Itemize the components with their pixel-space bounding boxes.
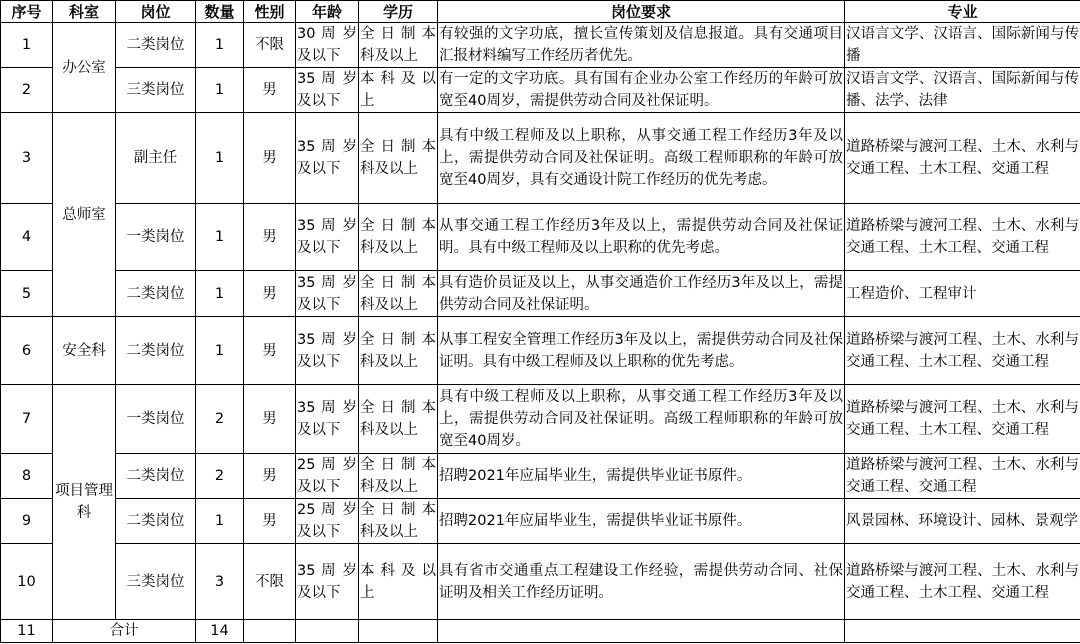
cell-sex: 男: [244, 317, 296, 385]
cell-requirements: 具有中级工程师及以上职称，从事交通工程工作经历3年及以上，需提供劳动合同及社保证明。高级工程师职称的年龄可放宽至40周岁，具有交通设计院工作经历的优先考虑。: [438, 113, 845, 204]
cell-empty: [438, 620, 845, 643]
cell-sex: 男: [244, 271, 296, 317]
header-row: [1, 1, 1080, 23]
cell-major: 道路桥梁与渡河工程、土木、水利与交通工程、土木工程、交通工程: [845, 317, 1080, 385]
cell-no: 4: [1, 204, 53, 271]
header-position: 岗位: [116, 1, 196, 23]
cell-no: 10: [1, 544, 53, 620]
cell-position: 一类岗位: [116, 204, 196, 271]
cell-no: 3: [1, 113, 53, 204]
cell-count: 2: [196, 385, 244, 454]
header-sex: 性别: [244, 1, 296, 23]
header-major: 专业: [845, 1, 1080, 23]
cell-major: 道路桥梁与渡河工程、土木、水利与交通工程、土木工程、交通工程: [845, 385, 1080, 454]
cell-age: 35 周 岁及以下: [296, 68, 359, 113]
cell-sex: 男: [244, 499, 296, 544]
cell-education: 全 日 制 本科及以上: [359, 271, 438, 317]
cell-sex: 不限: [244, 23, 296, 68]
cell-no: 5: [1, 271, 53, 317]
total-count: 14: [196, 620, 244, 643]
cell-position: 二类岗位: [116, 454, 196, 499]
header-education: 学历: [359, 1, 438, 23]
cell-sex: 男: [244, 454, 296, 499]
cell-age: 25 周 岁及以下: [296, 454, 359, 499]
table-row: [1, 68, 1080, 113]
cell-no: 9: [1, 499, 53, 544]
cell-education: 本 科 及 以上: [359, 68, 438, 113]
cell-sex: 男: [244, 68, 296, 113]
table-row: [1, 113, 1080, 204]
cell-requirements: 具有省市交通重点工程建设工作经验，需提供劳动合同、社保证明及相关工作经历证明。: [438, 544, 845, 620]
cell-no: 7: [1, 385, 53, 454]
cell-major: 汉语言文学、汉语言、国际新闻与传播: [845, 23, 1080, 68]
cell-major: 工程造价、工程审计: [845, 271, 1080, 317]
table-row: [1, 499, 1080, 544]
cell-department: 办公室: [53, 23, 116, 113]
cell-count: 1: [196, 317, 244, 385]
cell-major: 风景园林、环境设计、园林、景观学: [845, 499, 1080, 544]
cell-major: 道路桥梁与渡河工程、土木、水利与交通工程、土木工程、交通工程: [845, 204, 1080, 271]
table-row: [1, 317, 1080, 385]
cell-department: 总师室: [53, 113, 116, 317]
header-department: 科室: [53, 1, 116, 23]
cell-position: 二类岗位: [116, 499, 196, 544]
cell-education: 本 科 及 以上: [359, 544, 438, 620]
cell-count: 1: [196, 204, 244, 271]
cell-age: 35 周 岁及以下: [296, 385, 359, 454]
cell-sex: 男: [244, 204, 296, 271]
cell-empty: [244, 620, 296, 643]
cell-education: 全 日 制 本科及以上: [359, 204, 438, 271]
cell-requirements: 招聘2021年应届毕业生，需提供毕业证书原件。: [438, 499, 845, 544]
cell-position: 二类岗位: [116, 317, 196, 385]
cell-position: 二类岗位: [116, 271, 196, 317]
total-row: [1, 620, 1080, 643]
cell-no: 11: [1, 620, 53, 643]
cell-requirements: 从事交通工程工作经历3年及以上，需提供劳动合同及社保证明。具有中级工程师及以上职称的优先考虑。: [438, 204, 845, 271]
cell-department: 项目管理科: [53, 385, 116, 620]
cell-education: 全 日 制 本科及以上: [359, 499, 438, 544]
table-row: [1, 544, 1080, 620]
cell-position: 三类岗位: [116, 544, 196, 620]
cell-sex: 不限: [244, 544, 296, 620]
cell-position: 一类岗位: [116, 385, 196, 454]
cell-empty: [359, 620, 438, 643]
header-no: 序号: [1, 1, 53, 23]
cell-empty: [296, 620, 359, 643]
cell-sex: 男: [244, 113, 296, 204]
cell-requirements: 招聘2021年应届毕业生，需提供毕业证书原件。: [438, 454, 845, 499]
cell-major: 汉语言文学、汉语言、国际新闻与传播、法学、法律: [845, 68, 1080, 113]
cell-no: 1: [1, 23, 53, 68]
cell-no: 6: [1, 317, 53, 385]
table-row: [1, 271, 1080, 317]
table-row: [1, 204, 1080, 271]
cell-count: 1: [196, 499, 244, 544]
total-label: 合计: [53, 620, 196, 643]
cell-age: 25 周 岁及以下: [296, 499, 359, 544]
cell-requirements: 具有造价员证及以上，从事交通造价工作经历3年及以上，需提供劳动合同及社保证明。: [438, 271, 845, 317]
cell-requirements: 具有中级工程师及以上职称，从事交通工程工作经历3年及以上，需提供劳动合同及社保证明。高级工程师职称的年龄可放宽至40周岁。: [438, 385, 845, 454]
cell-requirements: 有较强的文字功底，擅长宣传策划及信息报道。具有交通项目汇报材料编写工作经历者优先。: [438, 23, 845, 68]
cell-major: 道路桥梁与渡河工程、土木、水利与交通工程、交通工程: [845, 454, 1080, 499]
cell-education: 全 日 制 本科及以上: [359, 317, 438, 385]
cell-no: 2: [1, 68, 53, 113]
table-row: [1, 385, 1080, 454]
cell-age: 35 周 岁及以下: [296, 271, 359, 317]
header-count: 数量: [196, 1, 244, 23]
cell-age: 35 周 岁及以下: [296, 204, 359, 271]
cell-count: 2: [196, 454, 244, 499]
header-age: 年龄: [296, 1, 359, 23]
header-requirements: 岗位要求: [438, 1, 845, 23]
cell-count: 1: [196, 113, 244, 204]
table-row: [1, 23, 1080, 68]
cell-count: 1: [196, 271, 244, 317]
cell-no: 8: [1, 454, 53, 499]
cell-count: 1: [196, 68, 244, 113]
cell-age: 35 周 岁及以下: [296, 113, 359, 204]
cell-department: 安全科: [53, 317, 116, 385]
cell-empty: [845, 620, 1080, 643]
cell-count: 3: [196, 544, 244, 620]
cell-count: 1: [196, 23, 244, 68]
cell-requirements: 从事工程安全管理工作经历3年及以上，需提供劳动合同及社保证明。具有中级工程师及以上职称的优先考虑。: [438, 317, 845, 385]
cell-age: 30 周 岁及以下: [296, 23, 359, 68]
table-row: [1, 454, 1080, 499]
cell-education: 全 日 制 本科及以上: [359, 454, 438, 499]
cell-requirements: 有一定的文字功底。具有国有企业办公室工作经历的年龄可放宽至40周岁，需提供劳动合同及社保证明。: [438, 68, 845, 113]
cell-position: 三类岗位: [116, 68, 196, 113]
cell-age: 35 周 岁及以下: [296, 544, 359, 620]
cell-education: 全 日 制 本科及以上: [359, 113, 438, 204]
cell-position: 副主任: [116, 113, 196, 204]
cell-age: 35 周 岁及以下: [296, 317, 359, 385]
cell-education: 全 日 制 本科及以上: [359, 385, 438, 454]
cell-major: 道路桥梁与渡河工程、土木、水利与交通工程、土木工程、交通工程: [845, 113, 1080, 204]
cell-education: 全 日 制 本科及以上: [359, 23, 438, 68]
cell-sex: 男: [244, 385, 296, 454]
cell-major: 道路桥梁与渡河工程、土木、水利与交通工程、土木工程、交通工程: [845, 544, 1080, 620]
cell-position: 二类岗位: [116, 23, 196, 68]
